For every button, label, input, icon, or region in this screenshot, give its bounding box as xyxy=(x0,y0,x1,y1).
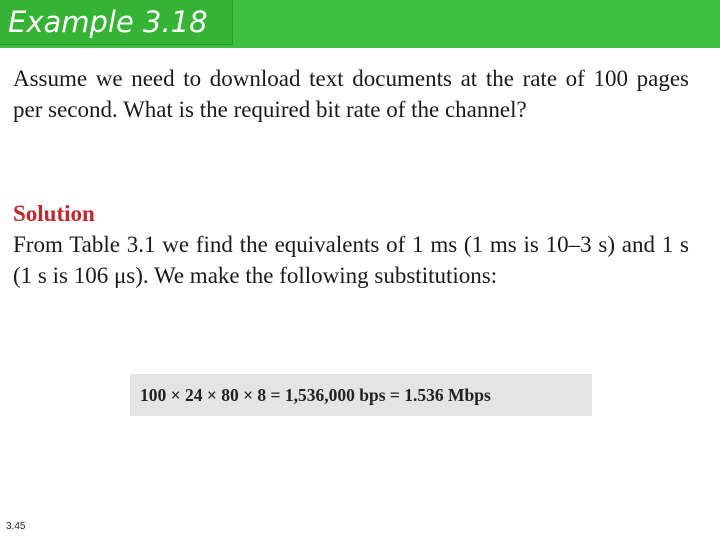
solution-text: From Table 3.1 we find the equivalents of 1 ms (1 ms is 10–3 s) and 1 s (1 s is 106 μs). We make the following substitutions: xyxy=(13,232,689,288)
title-bar xyxy=(0,0,720,48)
title-box xyxy=(0,0,233,45)
slide-title: Example 3.18 xyxy=(8,5,208,39)
formula-text: 100 × 24 × 80 × 8 = 1,536,000 bps = 1.536 Mbps xyxy=(140,385,491,405)
question-text: Assume we need to download text documents at the rate of 100 pages per second. What is the required bit rate of the channel? xyxy=(13,66,689,122)
slide-number: 3.45 xyxy=(6,521,26,532)
solution-heading: Solution xyxy=(13,201,95,226)
formula-box xyxy=(130,374,592,416)
solution-block xyxy=(13,198,689,291)
